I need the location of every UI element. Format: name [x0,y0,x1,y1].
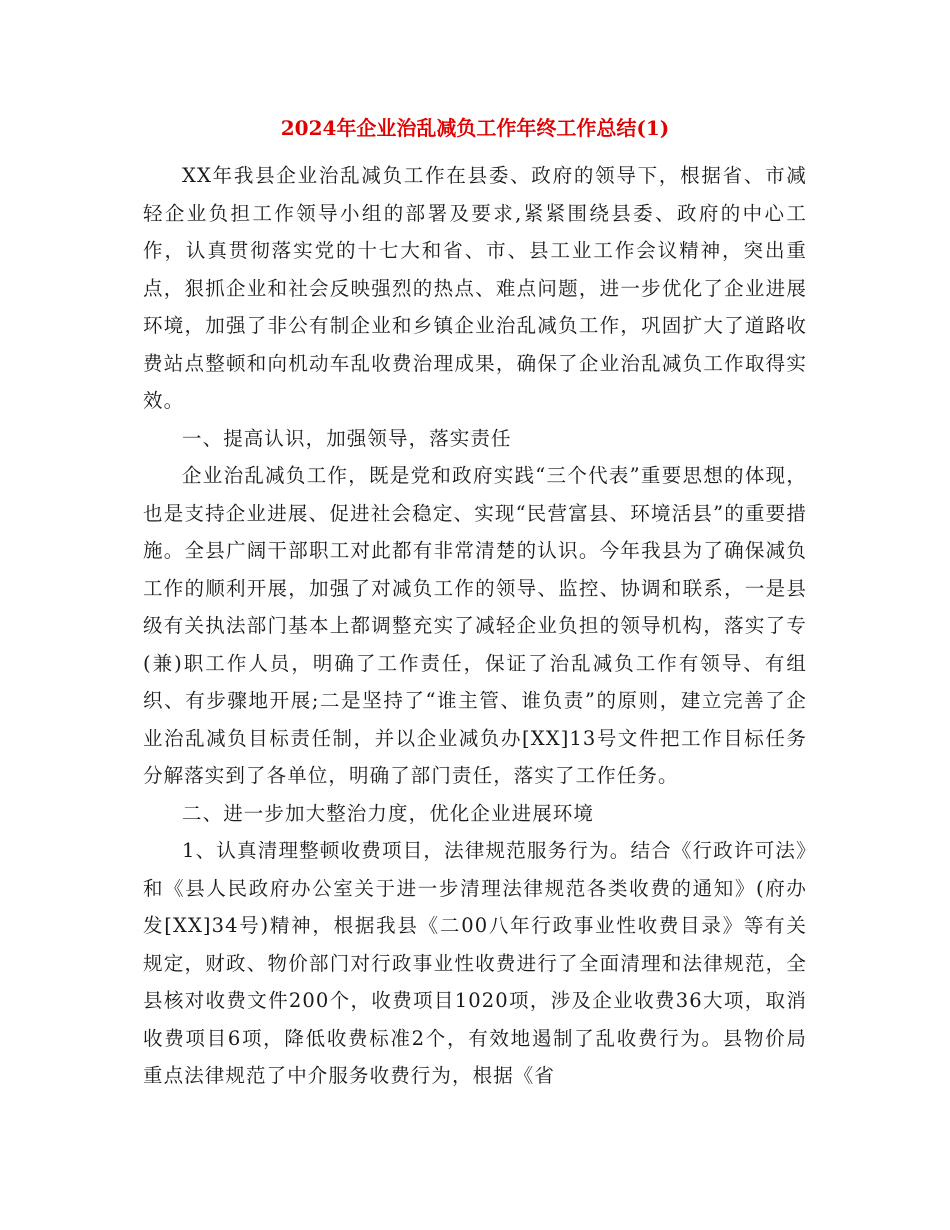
document-body [143,157,807,1095]
paragraph-section-1: 企业治乱减负工作，既是党和政府实践“三个代表”重要思想的体现，也是支持企业进展、促进社会稳定、实现“民营富县、环境活县”的重要措施。全县广阔干部职工对此都有非常清楚的认识。今年我县为了确保减负工作的顺利开展，加强了对减负工作的领导、监控、协调和联系，一是县级有关执法部门基本上都调整充实了减轻企业负担的领导机构，落实了专(兼)职工作人员，明确了工作责任，保证了治乱减负工作有领导、有组织、有步骤地开展;二是坚持了“谁主管、谁负责”的原则，建立完善了企业治乱减负目标责任制，并以企业减负办[XX]13号文件把工作目标任务分解落实到了各单位，明确了部门责任，落实了工作任务。 [143,464,807,787]
document-title: 2024年企业治乱减负工作年终工作总结(1) [280,116,670,140]
paragraph-section-2-item-1: 1、认真清理整顿收费项目，法律规范服务行为。结合《行政许可法》和《县人民政府办公室关于进一步清理法律规范各类收费的通知》(府办发[XX]34号)精神，根据我县《二00八年行政事业性收费目录》等有关规定，财政、物价部门对行政事业性收费进行了全面清理和法律规范，全县核对收费文件200个，收费项目1020项，涉及企业收费36大项，取消收费项目6项，降低收费标准2个，有效地遏制了乱收费行为。县物价局重点法律规范了中介服务收费行为，根据《省 [143,839,807,1087]
section-heading-2: 二、进一步加大整治力度，优化企业进展环境 [182,801,595,825]
paragraph-intro: XX年我县企业治乱减负工作在县委、政府的领导下，根据省、市减轻企业负担工作领导小组的部署及要求,紧紧围绕县委、政府的中心工作，认真贯彻落实党的十七大和省、市、县工业工作会议精神，突出重点，狠抓企业和社会反映强烈的热点、难点问题，进一步优化了企业进展环境，加强了非公有制企业和乡镇企业治乱减负工作，巩固扩大了道路收费站点整顿和向机动车乱收费治理成果，确保了企业治乱减负工作取得实效。 [143,164,807,412]
section-heading-1: 一、提高认识，加强领导，落实责任 [182,426,512,450]
